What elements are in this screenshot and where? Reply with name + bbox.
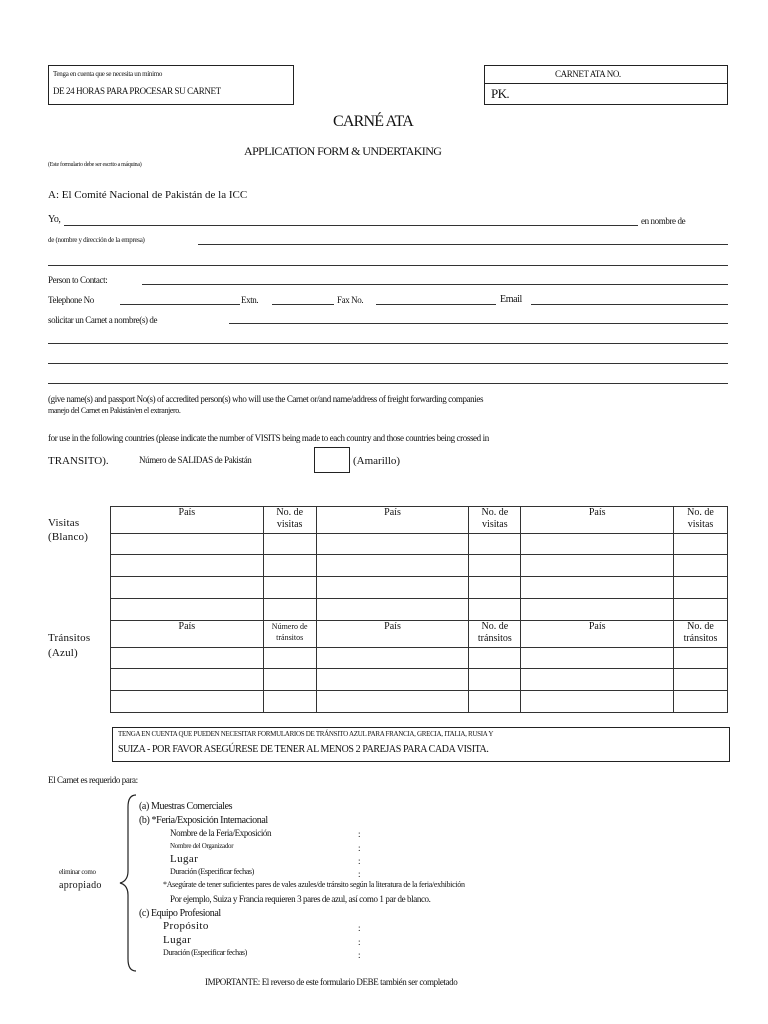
- organizador-label: Nombre del Organizador: [170, 842, 234, 850]
- visitas-label: Visitas: [48, 517, 80, 529]
- visitas-header-pais-2: País: [316, 507, 469, 534]
- transitos-header-row: [111, 621, 728, 648]
- fax-label: Fax No.: [337, 295, 364, 305]
- form-subtitle: APPLICATION FORM & UNDERTAKING: [244, 144, 442, 158]
- company-input-line[interactable]: [198, 244, 728, 245]
- amarillo-label: (Amarillo): [353, 455, 401, 467]
- table-row: [111, 691, 728, 713]
- colon-7: :: [358, 950, 361, 960]
- transito-label: TRANSITO).: [48, 455, 109, 467]
- brace-icon: [118, 793, 140, 973]
- solicitar-input-line[interactable]: [229, 323, 728, 324]
- names-line-3[interactable]: [48, 383, 728, 384]
- option-c[interactable]: (c) Equipo Profesional: [139, 908, 221, 919]
- transitos-header-num-1: Número de tránsitos: [263, 621, 316, 648]
- carnet-number-value[interactable]: PK.: [491, 86, 510, 101]
- company-input-line-2[interactable]: [48, 265, 728, 266]
- salidas-count-box[interactable]: [314, 447, 350, 473]
- table-row: [111, 648, 728, 669]
- typewriter-note: (Este formulario debe ser escrito a máquina): [48, 162, 142, 168]
- importante-note: IMPORTANTE: El reverso de este formulario DEBE también ser completado: [205, 977, 458, 987]
- give-names-line1: (give name(s) and passport No(s) of accredited person(s) who will use the Carnet or/and name/address of freight forwarding companies: [48, 394, 484, 404]
- visitas-blanco-label: (Blanco): [48, 531, 89, 543]
- en-nombre-label: en nombre de: [641, 216, 686, 226]
- give-names-line2: manejo del Carnet en Pakistán/en el extranjero.: [48, 406, 181, 415]
- equipo-proposito-label: Propósito: [163, 920, 209, 932]
- email-input-line[interactable]: [531, 304, 728, 305]
- colon-2: :: [358, 843, 361, 853]
- feria-duracion-label: Duración (Especificar fechas): [170, 867, 254, 876]
- colon-1: :: [358, 829, 361, 839]
- transitos-header-num-3: No. de tránsitos: [674, 621, 728, 648]
- feria-note-1: *Asegúrate de tener suficientes pares de vales azules/de tránsito según la literatura de la feria/exhibición: [163, 880, 465, 889]
- table-row: [111, 669, 728, 691]
- solicitar-label: solicitar un Carnet a nombre(s) de: [48, 315, 158, 325]
- extn-input-line[interactable]: [272, 304, 334, 305]
- feria-lugar-label: Lugar: [170, 853, 199, 865]
- transitos-header-pais-3: País: [521, 621, 674, 648]
- option-a[interactable]: (a) Muestras Comerciales: [139, 801, 233, 812]
- colon-3: :: [358, 856, 361, 866]
- names-line-1[interactable]: [48, 343, 728, 344]
- visitas-header-num-3: No. de visitas: [674, 507, 728, 534]
- processing-time-box: [48, 65, 294, 105]
- table-row: [111, 599, 728, 621]
- telephone-label: Telephone No: [48, 295, 94, 305]
- option-b[interactable]: (b) *Feria/Exposición Internacional: [139, 815, 268, 826]
- transit-notice-box: [112, 727, 730, 762]
- colon-5: :: [358, 923, 361, 933]
- equipo-lugar-label: Lugar: [163, 934, 192, 946]
- visitas-header-num-2: No. de visitas: [469, 507, 521, 534]
- transitos-header-pais-2: País: [316, 621, 469, 648]
- telephone-input-line[interactable]: [120, 304, 240, 305]
- transitos-label: Tránsitos: [48, 632, 91, 644]
- table-row: [111, 534, 728, 555]
- person-contact-label: Person to Contact:: [48, 275, 108, 285]
- eliminar-label: eliminar como: [59, 868, 96, 876]
- email-label: Email: [500, 294, 522, 305]
- carnet-number-label: CARNET ATA NO.: [555, 69, 621, 79]
- colon-4: :: [358, 869, 361, 879]
- countries-line1: for use in the following countries (please indicate the number of VISITS being made to each country and those countries being crossed in: [48, 433, 489, 443]
- feria-nombre-label: Nombre de la Feria/Exposición: [170, 828, 272, 838]
- fax-input-line[interactable]: [376, 304, 496, 305]
- table-row: [111, 577, 728, 599]
- company-label: de (nombre y dirección de la empresa): [48, 236, 145, 244]
- required-for-label: El Carnet es requerido para:: [48, 775, 138, 785]
- yo-input-line[interactable]: [64, 225, 638, 226]
- visitas-header-row: [111, 507, 728, 534]
- countries-table: [110, 506, 728, 713]
- equipo-duracion-label: Duración (Especificar fechas): [163, 948, 247, 957]
- form-title: CARNÉ ATA: [333, 113, 413, 130]
- colon-6: :: [358, 937, 361, 947]
- salidas-label: Número de SALIDAS de Pakistán: [139, 455, 252, 465]
- addressee: A: El Comité Nacional de Pakistán de la ICC: [48, 189, 248, 201]
- processing-note-line1: Tenga en cuenta que se necesita un mínimo: [53, 70, 163, 78]
- transitos-header-num-2: No. de tránsitos: [469, 621, 521, 648]
- transit-notice-line2: SUIZA - POR FAVOR ASEGÚRESE DE TENER AL MENOS 2 PAREJAS PARA CADA VISITA.: [118, 744, 489, 755]
- visitas-header-pais-1: País: [111, 507, 264, 534]
- apropiado-label: apropiado: [59, 880, 102, 891]
- extn-label: Extn.: [241, 295, 259, 305]
- feria-note-2: Por ejemplo, Suiza y Francia requieren 3 pares de azul, así como 1 par de blanco.: [170, 894, 431, 904]
- yo-label: Yo,: [48, 214, 61, 225]
- transitos-header-pais-1: País: [111, 621, 264, 648]
- transit-notice-line1: TENGA EN CUENTA QUE PUEDEN NECESITAR FORMULARIOS DE TRÁNSITO AZUL PARA FRANCIA, GRECIA, ITALIA, RUSIA Y: [118, 730, 494, 738]
- carnet-number-box: [484, 65, 728, 105]
- names-line-2[interactable]: [48, 363, 728, 364]
- person-contact-input-line[interactable]: [142, 284, 728, 285]
- processing-note-line2: DE 24 HORAS PARA PROCESAR SU CARNET: [53, 86, 221, 96]
- visitas-header-pais-3: País: [521, 507, 674, 534]
- table-row: [111, 555, 728, 577]
- transitos-azul-label: (Azul): [48, 647, 78, 659]
- visitas-header-num-1: No. de visitas: [263, 507, 316, 534]
